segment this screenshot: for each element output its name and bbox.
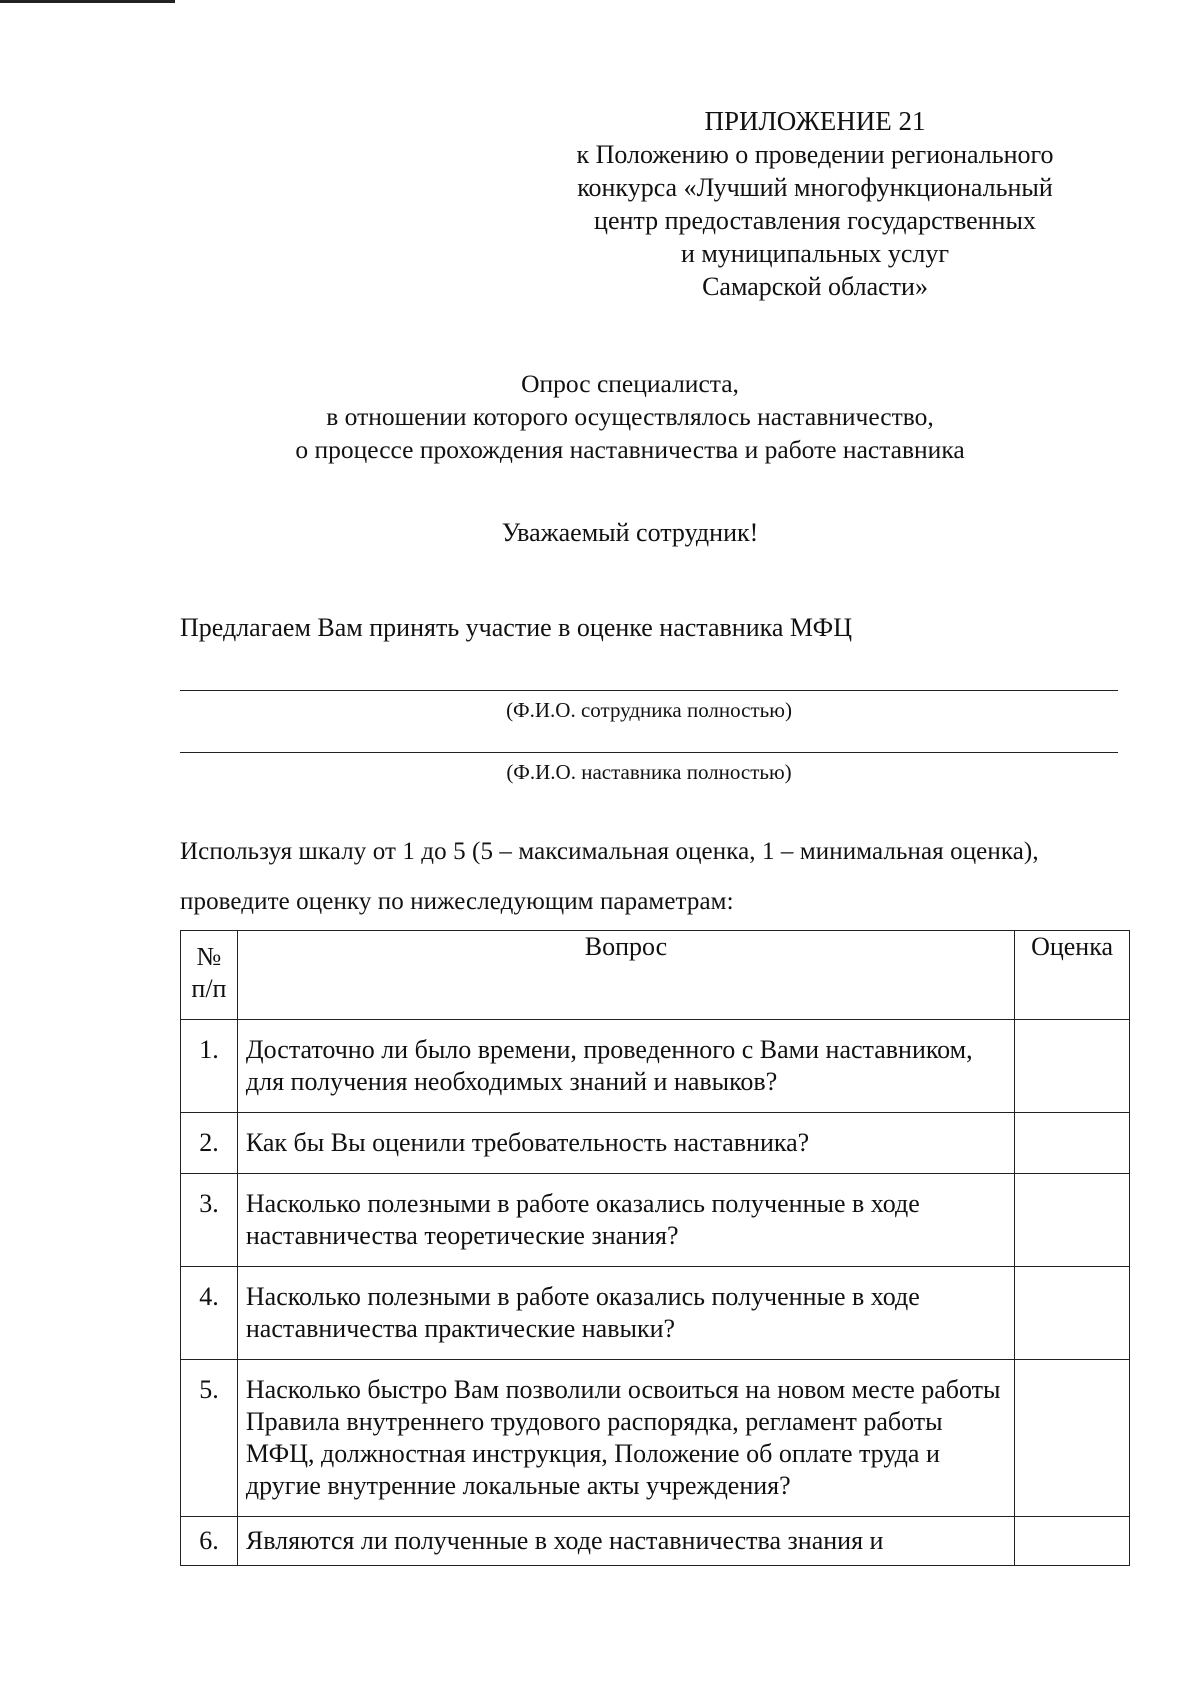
greeting: Уважаемый сотрудник! (501, 518, 759, 547)
row-number: 4. (181, 1267, 238, 1360)
rating-table (180, 930, 1130, 1566)
scan-edge-mark (0, 0, 175, 3)
header-question-cell: Вопрос (237, 931, 1014, 1020)
row-number: 2. (181, 1113, 238, 1174)
header-num-cell (181, 931, 238, 1020)
survey-title-line: о процессе прохождения наставничества и работе наставника (295, 435, 965, 464)
header-score-cell: Оценка (1015, 931, 1130, 1020)
row-question: Как бы Вы оценили требовательность наставника? (237, 1113, 1014, 1174)
row-number: 5. (181, 1360, 238, 1517)
table-row (181, 1267, 1130, 1360)
survey-title-line: Опрос специалиста, (521, 369, 739, 398)
row-number: 6. (181, 1517, 238, 1566)
row-question: Насколько полезными в работе оказались полученные в ходе наставничества теоретические знания? (237, 1174, 1014, 1267)
score-cell[interactable] (1015, 1174, 1130, 1267)
appendix-line: Самарской области» (702, 272, 928, 301)
instruction-line: проведите оценку по нижеследующим параметрам: (180, 888, 734, 915)
mentor-name-line[interactable] (180, 752, 1118, 753)
appendix-line: и муниципальных услуг (680, 239, 950, 268)
appendix-heading: ПРИЛОЖЕНИЕ 21 (704, 106, 926, 136)
table-row (181, 1174, 1130, 1267)
header-num-label: № (196, 942, 222, 971)
appendix-line: центр предоставления государственных (594, 206, 1036, 235)
row-question: Насколько полезными в работе оказались полученные в ходе наставничества практические навыки? (237, 1267, 1014, 1360)
survey-title-line: в отношении которого осуществлялось наставничество, (326, 402, 934, 431)
header-num-sublabel: п/п (191, 974, 227, 1003)
appendix-line: к Положению о проведении регионального (576, 140, 1054, 169)
survey-title (180, 367, 1080, 466)
score-cell[interactable] (1015, 1517, 1130, 1566)
score-cell[interactable] (1015, 1113, 1130, 1174)
table-row (181, 1020, 1130, 1113)
employee-name-caption: (Ф.И.О. сотрудника полностью) (506, 698, 792, 722)
row-question: Достаточно ли было времени, проведенного с Вами наставником, для получения необходимых знаний и навыков? (237, 1020, 1014, 1113)
table-row (181, 1517, 1130, 1566)
row-number: 3. (181, 1174, 238, 1267)
appendix-line: конкурса «Лучший многофункциональный (577, 173, 1053, 202)
mentor-name-caption: (Ф.И.О. наставника полностью) (506, 760, 792, 784)
table-row (181, 1113, 1130, 1174)
invite-text: Предлагаем Вам принять участие в оценке наставника МФЦ (180, 613, 853, 642)
score-cell[interactable] (1015, 1267, 1130, 1360)
row-number: 1. (181, 1020, 238, 1113)
employee-name-line[interactable] (180, 690, 1118, 691)
instruction-line: Используя шкалу от 1 до 5 (5 – максимальная оценка, 1 – минимальная оценка), (180, 838, 1039, 865)
appendix-header (545, 105, 1085, 303)
table-row (181, 1360, 1130, 1517)
score-cell[interactable] (1015, 1360, 1130, 1517)
table-header-row (181, 931, 1130, 1020)
score-cell[interactable] (1015, 1020, 1130, 1113)
row-question: Насколько быстро Вам позволили освоиться на новом месте работы Правила внутреннего трудового распорядка, регламент работы МФЦ, должностная инструкция, Положение об оплате труда и другие внутренние локальные акты учреждения? (237, 1360, 1014, 1517)
row-question: Являются ли полученные в ходе наставничества знания и (237, 1517, 1014, 1566)
